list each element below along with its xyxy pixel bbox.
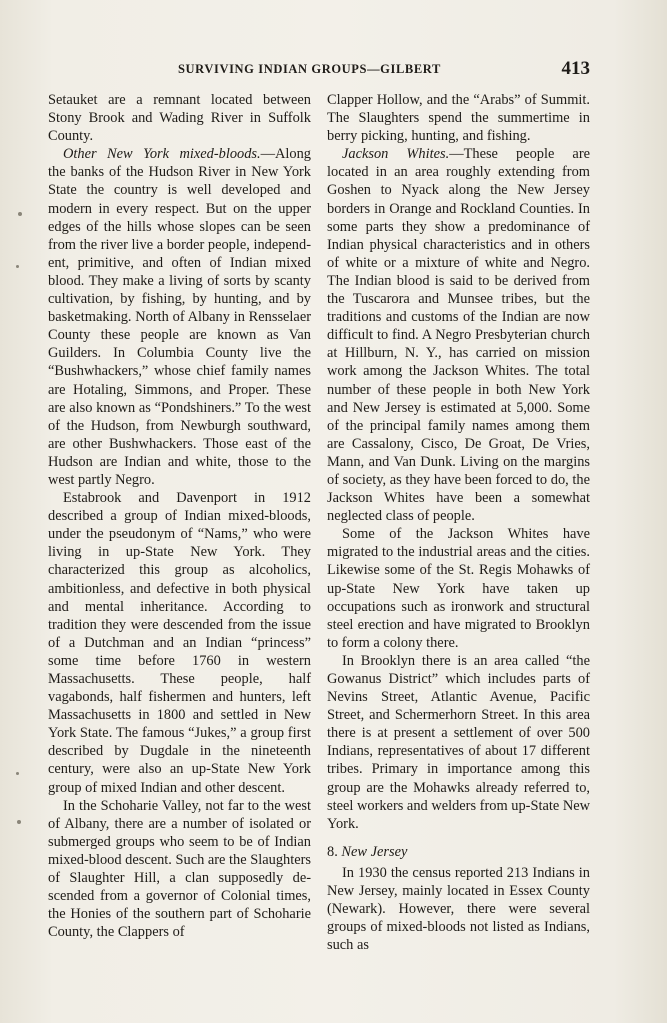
margin-speck [17,820,21,824]
page-header [50,58,590,80]
page-number: 413 [561,58,590,79]
margin-speck [18,212,22,216]
paragraph-clapper-hollow: Clapper Hollow, and the “Arabs” of Summit. The Slaughters spend the summertime in berry picking, hunting, and fishing. [327,92,590,145]
paragraph-migration: Some of the Jackson Whites have migrated to the industrial areas and the cities. Likewise some of the St. Regis Mohawks of up-State New York have taken up occupations such as ironwork and structural steel erection and have migrated to Brooklyn to form a colony there. [327,526,590,651]
running-title: SURVIVING INDIAN GROUPS—GILBERT [178,62,441,76]
section-runin-heading: Jackson Whites. [342,146,450,163]
paragraph-other-new-york-mixed-bloods: Other New York mixed-bloods.—Along the banks of the Hudson River in New York State the country is well developed and modern in every respect. But on the upper edges of the hills whose slopes can be seen from the river live a border people, independent, primitive, and often of Indian mixed blood. They make a living of sorts by scanty cultivation, by fishing, by hunting, and by basketmaking. North of Albany in Rensselaer County these people are known as Van Guilders. In Columbia County live the “Bushwhackers,” whose chief family names are Hotaling, Simmons, and Proper. These are also known as “Pondshiners.” To the west of the Hudson, from Newburgh southward, are other Bushwhackers. Those east of the Hudson are Indian and white, those to the west partly Negro. [48,146,311,488]
paragraph-setauket: Setauket are a remnant located between Stony Brook and Wading River in Suffolk County. [48,92,311,145]
margin-speck [16,265,19,268]
paragraph-brooklyn-gowanus: In Brooklyn there is an area called “the Gowanus District” which includes parts of Nevins Street, Atlantic Avenue, Pacific Street, and Schermerhorn Street. In this area there is at present a settlement of over 500 Indians, representatives of about 17 different tribes. Primary in importance among this group are the Mohawks already referred to, steel workers and welders from up-State New York. [327,652,590,832]
paragraph-new-jersey-census: In 1930 the census reported 213 Indians in New Jersey, mainly located in Essex County (Newark). However, there were several groups of mixed-bloods not listed as Indians, such as [327,864,590,954]
left-column [48,91,311,941]
paragraph-estabrook-davenport: Estabrook and Davenport in 1912 described a group of Indian mixed-bloods, under the pseudonym of “Nams,” who were living in up-State New York. They characterized this group as alcoholics, ambitionless, and defective in both physical and mental inheritance. According to tradition they were descended from the issue of a Dutchman and an Indian “princess” some time before 1760 in western Massachusetts. These people, half vagabonds, half fishermen and hunters, left Massachusetts in 1800 and settled in New York State. The famous “Jukes,” a group first described by Dugdale in the nineteenth century, were also an up-State New York group of mixed Indian and other descent. [48,490,311,796]
margin-speck [16,772,19,775]
right-column [327,91,590,954]
paragraph-schoharie-valley: In the Schoharie Valley, not far to the west of Albany, there are a number of isolated or submerged groups who seem to be of Indian mixed-blood descent. Such are the Slaughters of Slaughter Hill, a clan supposedly descended from a governor of Colonial times, the Honies of the southern part of Schoharie County, the Clappers of [48,797,311,941]
section-heading-new-jersey: 8. New Jersey [327,843,408,860]
paragraph-jackson-whites: Jackson Whites.—These people are located in an area roughly extending from Goshen to Nyack along the New Jersey borders in Orange and Rockland Counties. In some parts they show a predominance of Indian physical characteristics and in others of white or a mixture of white and Negro. The Indian blood is said to be derived from the Tuscarora and Munsee tribes, but the traditions and customs of the Indian are now difficult to find. A Negro Presbyterian church at Hillburn, N. Y., has carried on mission work among the Jackson Whites. The total number of these people in both New York and New Jersey is estimated at 5,000. Some of the principal family names among them are Cassalony, Cisco, De Groat, De Vries, Mann, and Van Dunk. Living on the margins of society, as they have been forced to do, the Jackson Whites have been a somewhat neglected class of people. [327,146,590,525]
section-runin-heading: Other New York mixed-bloods. [63,146,261,163]
